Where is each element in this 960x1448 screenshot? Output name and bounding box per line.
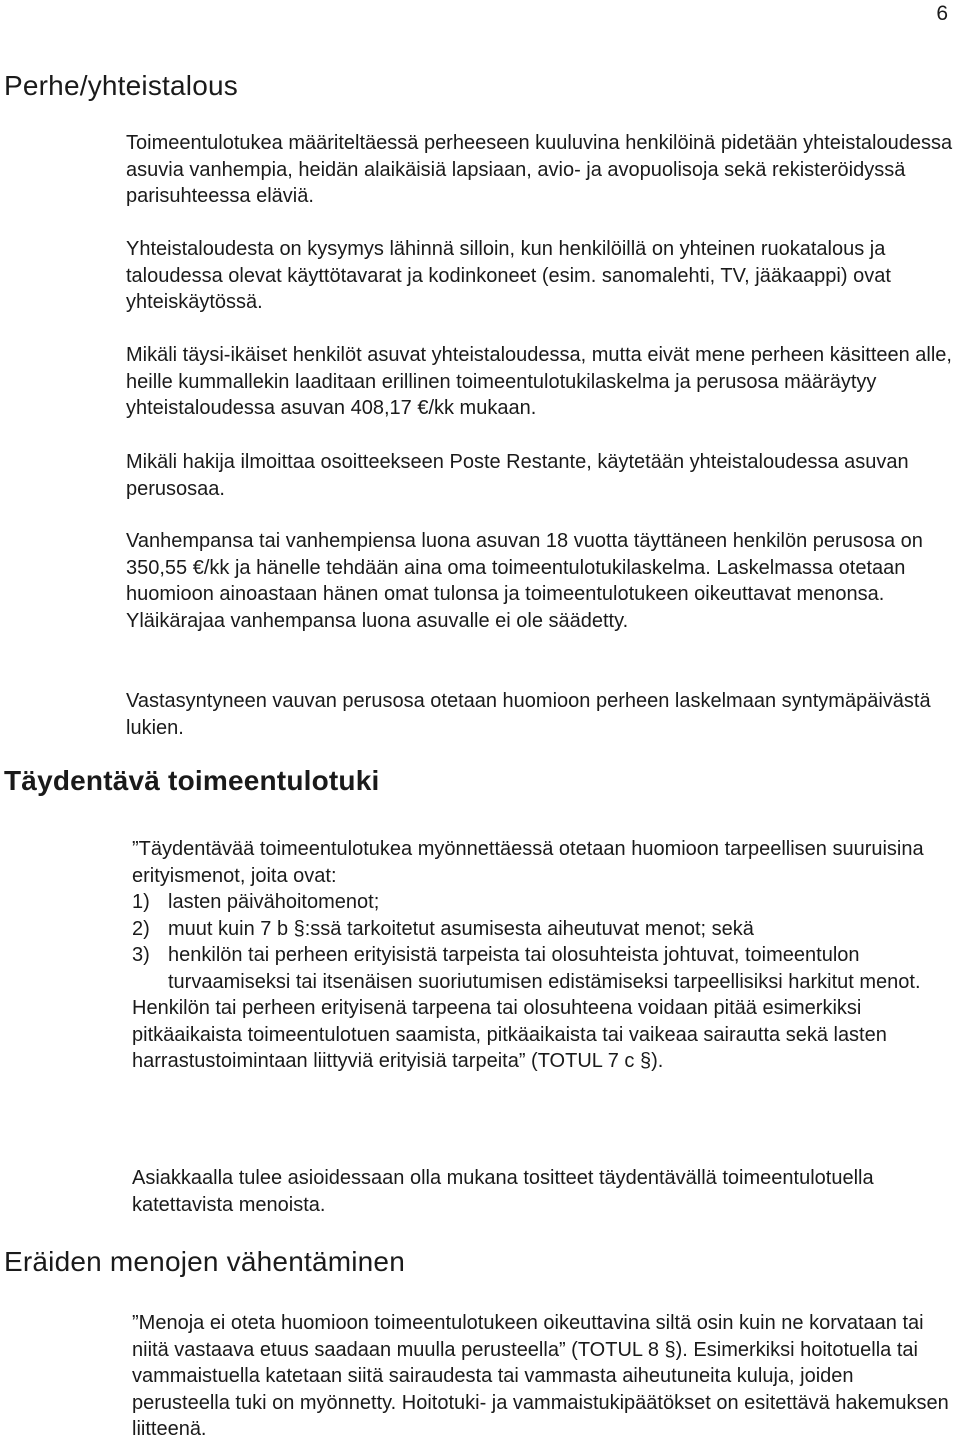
list-item: 1) lasten päivähoitomenot;	[132, 891, 380, 913]
quote-after: Henkilön tai perheen erityisenä tarpeena tai olosuhteena voidaan pitää esimerkiksi pitkäaikaista toimeentulotuen saamista, pitkäaikaista tai vaikeaa sairautta sekä lasten harrastustoimintaan liittyviä erityisiä tarpeita” (TOTUL 7 c §).	[132, 997, 887, 1072]
paragraph-6: Vastasyntyneen vauvan perusosa otetaan huomioon perheen laskelmaan syntymäpäivästä lukien.	[126, 690, 931, 739]
paragraph-vahentaminen: ”Menoja ei oteta huomioon toimeentulotukeen oikeuttavina siltä osin kuin ne korvataan tai niitä vastaava etuus saadaan muulla perusteella” (TOTUL 8 §). Esimerkiksi hoitotuella tai vammaistuella katetaan siitä sairaudesta tai vammasta aiheutuneita kuluja, joiden perusteella tuki on myönnetty. Hoitotuki- ja vammaistukipäätökset on esitettävä hakemuksen liitteenä.	[132, 1312, 949, 1440]
paragraph-2: Yhteistaloudesta on kysymys lähinnä silloin, kun henkilöillä on yhteinen ruokatalous ja taloudessa olevat käyttötavarat ja kodinkoneet (esim. sanomalehti, TV, jääkaappi) ovat yhteiskäytössä.	[126, 238, 891, 313]
paragraph-note: Asiakkaalla tulee asioidessaan olla mukana tositteet täydentävällä toimeentulotuella katettavista menoista.	[132, 1167, 874, 1216]
paragraph-4: Mikäli hakija ilmoittaa osoitteekseen Poste Restante, käytetään yhteistaloudessa asuvan perusosaa.	[126, 451, 909, 500]
section-heading-taydentava: Täydentävä toimeentulotuki	[4, 765, 380, 796]
expense-list	[132, 889, 952, 995]
quote-intro: ”Täydentävää toimeentulotukea myönnettäessä otetaan huomioon tarpeellisen suuruisina erityismenot, joita ovat:	[132, 838, 924, 887]
section-heading-vahentaminen: Eräiden menojen vähentäminen	[4, 1246, 405, 1277]
page-number: 6	[936, 2, 948, 25]
list-item: 2) muut kuin 7 b §:ssä tarkoitetut asumisesta aiheutuvat menot; sekä	[132, 917, 754, 940]
paragraph-5: Vanhempansa tai vanhempiensa luona asuvan 18 vuotta täyttäneen henkilön perusosa on 350,55 €/kk ja hänelle tehdään aina oma toimeentulotukilaskelma. Laskelmassa otetaan huomioon ainoastaan hänen omat tulonsa ja toimeentulotukeen oikeuttavat menonsa. Yläikärajaa vanhempansa luona asuvalle ei ole säädetty.	[126, 530, 923, 632]
paragraph-3: Mikäli täysi-ikäiset henkilöt asuvat yhteistaloudessa, mutta eivät mene perheen käsitteen alle, heille kummallekin laaditaan erillinen toimeentulotukilaskelma ja perusosa määräytyy yhteistaloudessa asuvan 408,17 €/kk mukaan.	[126, 344, 952, 419]
paragraph-1: Toimeentulotukea määriteltäessä perheeseen kuuluvina henkilöinä pidetään yhteistaloudessa asuvia vanhempia, heidän alaikäisiä lapsiaan, avio- ja avopuolisoja sekä rekisteröidyssä parisuhteessa eläviä.	[126, 132, 953, 207]
list-item: 3) henkilön tai perheen erityisistä tarpeista tai olosuhteista johtuvat, toimeentulon turvaamiseksi tai itsenäisen suoriutumisen edistämiseksi tarpeellisiksi harkitut menot.	[132, 944, 921, 993]
quote-block	[132, 836, 952, 1075]
section-heading-perhe: Perhe/yhteistalous	[4, 70, 238, 101]
